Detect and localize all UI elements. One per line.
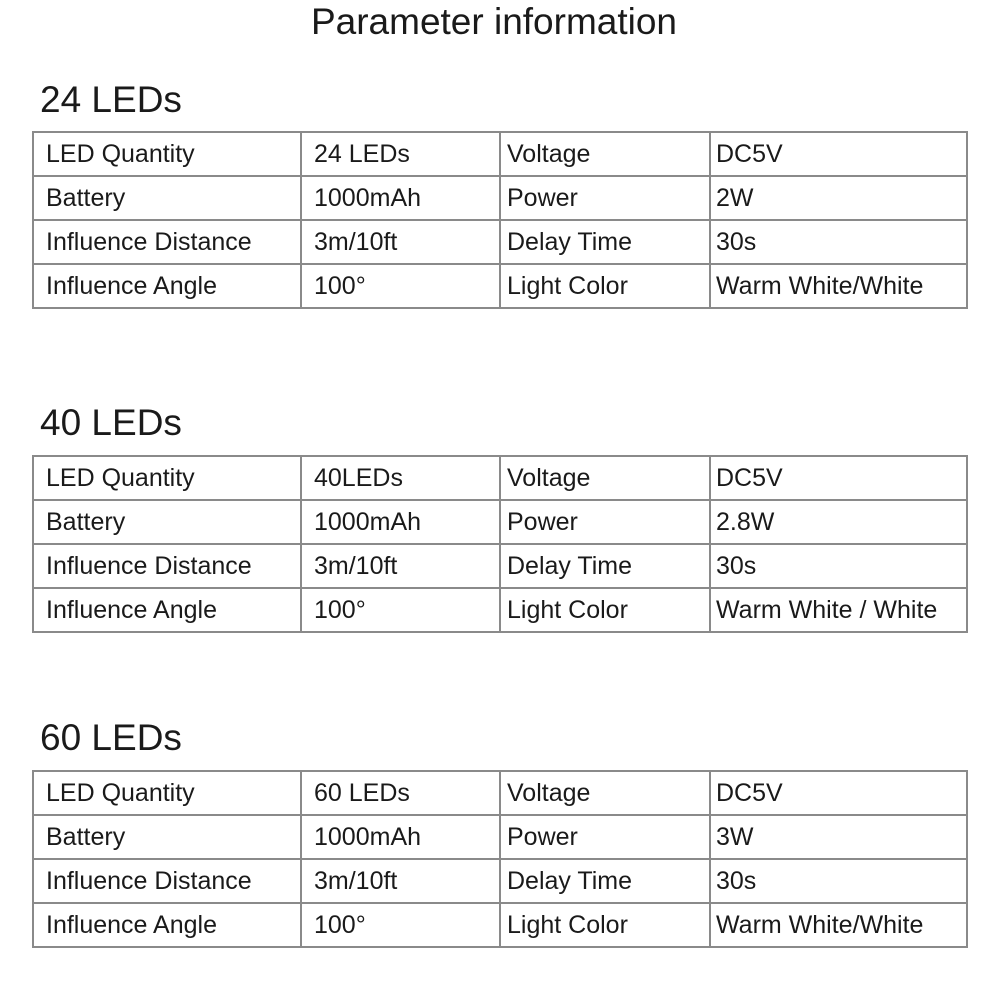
spec-value: 3m/10ft xyxy=(301,859,500,903)
spec-value: 100° xyxy=(301,264,500,308)
table-row xyxy=(33,264,967,308)
spec-value: 30s xyxy=(710,220,967,264)
spec-value: 60 LEDs xyxy=(301,771,500,815)
spec-value: Warm White/White xyxy=(710,264,967,308)
spec-label: Influence Distance xyxy=(33,220,301,264)
spec-label: Delay Time xyxy=(500,220,710,264)
spec-value: DC5V xyxy=(710,771,967,815)
spec-label: Delay Time xyxy=(500,859,710,903)
spec-value: DC5V xyxy=(710,456,967,500)
spec-value: 30s xyxy=(710,544,967,588)
spec-label: Voltage xyxy=(500,132,710,176)
table-row xyxy=(33,903,967,947)
table-row xyxy=(33,132,967,176)
section-title-60-leds: 60 LEDs xyxy=(40,717,182,758)
spec-value: 100° xyxy=(301,903,500,947)
spec-value: Warm White/White xyxy=(710,903,967,947)
spec-table-40-leds xyxy=(32,455,968,633)
spec-label: Influence Distance xyxy=(33,544,301,588)
spec-label: Voltage xyxy=(500,456,710,500)
table-row xyxy=(33,771,967,815)
spec-label: Power xyxy=(500,176,710,220)
table-row xyxy=(33,859,967,903)
spec-value: Warm White / White xyxy=(710,588,967,632)
spec-value: 3m/10ft xyxy=(301,544,500,588)
spec-label: LED Quantity xyxy=(33,456,301,500)
table-row xyxy=(33,815,967,859)
table-row xyxy=(33,588,967,632)
spec-label: Voltage xyxy=(500,771,710,815)
table-row xyxy=(33,544,967,588)
spec-label: LED Quantity xyxy=(33,132,301,176)
table-row xyxy=(33,176,967,220)
spec-value: 3m/10ft xyxy=(301,220,500,264)
spec-value: 1000mAh xyxy=(301,500,500,544)
spec-value: 100° xyxy=(301,588,500,632)
spec-table-24-leds xyxy=(32,131,968,309)
spec-value: 30s xyxy=(710,859,967,903)
spec-table-60-leds xyxy=(32,770,968,948)
spec-label: Light Color xyxy=(500,264,710,308)
spec-value: 1000mAh xyxy=(301,815,500,859)
spec-value: DC5V xyxy=(710,132,967,176)
table-row xyxy=(33,220,967,264)
section-title-24-leds: 24 LEDs xyxy=(40,79,182,120)
spec-label: Influence Angle xyxy=(33,264,301,308)
spec-label: LED Quantity xyxy=(33,771,301,815)
spec-label: Influence Distance xyxy=(33,859,301,903)
spec-label: Light Color xyxy=(500,903,710,947)
spec-label: Influence Angle xyxy=(33,588,301,632)
spec-label: Battery xyxy=(33,815,301,859)
page-title: Parameter information xyxy=(310,1,678,42)
spec-value: 24 LEDs xyxy=(301,132,500,176)
spec-label: Battery xyxy=(33,176,301,220)
spec-value: 3W xyxy=(710,815,967,859)
table-row xyxy=(33,456,967,500)
spec-label: Power xyxy=(500,815,710,859)
spec-label: Influence Angle xyxy=(33,903,301,947)
spec-label: Battery xyxy=(33,500,301,544)
spec-value: 1000mAh xyxy=(301,176,500,220)
spec-value: 2W xyxy=(710,176,967,220)
section-title-40-leds: 40 LEDs xyxy=(40,402,182,443)
spec-label: Power xyxy=(500,500,710,544)
spec-label: Light Color xyxy=(500,588,710,632)
spec-value: 2.8W xyxy=(710,500,967,544)
spec-label: Delay Time xyxy=(500,544,710,588)
table-row xyxy=(33,500,967,544)
spec-value: 40LEDs xyxy=(301,456,500,500)
